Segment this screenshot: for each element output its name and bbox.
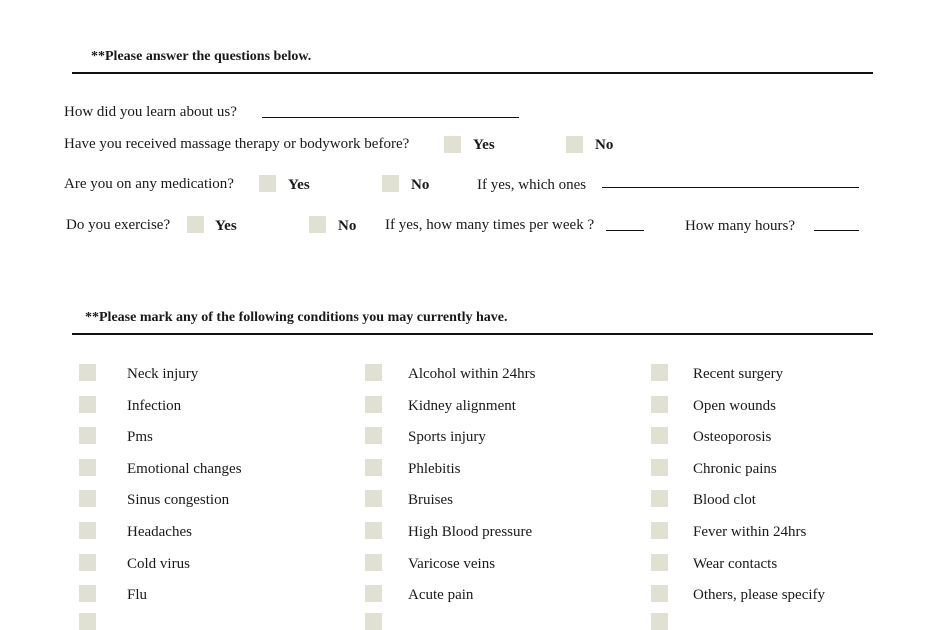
condition-label: Varicose veins	[408, 556, 496, 572]
condition-checkbox[interactable]	[79, 396, 96, 413]
condition-checkbox[interactable]	[79, 522, 96, 539]
condition-checkbox[interactable]	[365, 459, 382, 476]
section1-heading: **Please answer the questions below.	[91, 49, 312, 64]
condition-label: Kidney alignment	[408, 398, 516, 414]
condition-label: Wear contacts	[693, 556, 778, 572]
condition-checkbox[interactable]	[651, 585, 668, 602]
condition-checkbox-partial[interactable]	[651, 613, 668, 630]
condition-label: Sports injury	[408, 429, 486, 445]
condition-label: Fever within 24hrs	[693, 524, 807, 540]
condition-checkbox[interactable]	[365, 522, 382, 539]
exercise-yes-label: Yes	[215, 218, 237, 234]
medication-yes-checkbox[interactable]	[259, 175, 276, 192]
condition-checkbox[interactable]	[651, 522, 668, 539]
medication-yes-label: Yes	[288, 177, 310, 193]
condition-checkbox[interactable]	[651, 364, 668, 381]
massage-question: Have you received massage therapy or bodywork before?	[64, 136, 410, 152]
condition-label: Phlebitis	[408, 461, 461, 477]
medication-which-field[interactable]	[602, 187, 859, 188]
section1-divider	[72, 72, 873, 74]
condition-label: Pms	[127, 429, 153, 445]
condition-label: Acute pain	[408, 587, 474, 603]
condition-checkbox-partial[interactable]	[79, 613, 96, 630]
condition-checkbox[interactable]	[365, 427, 382, 444]
exercise-hours-label: How many hours?	[685, 218, 795, 234]
condition-checkbox[interactable]	[79, 459, 96, 476]
condition-label: High Blood pressure	[408, 524, 533, 540]
condition-label: Emotional changes	[127, 461, 242, 477]
exercise-no-checkbox[interactable]	[309, 216, 326, 233]
condition-checkbox[interactable]	[79, 585, 96, 602]
condition-checkbox[interactable]	[79, 427, 96, 444]
condition-checkbox[interactable]	[365, 585, 382, 602]
condition-checkbox[interactable]	[365, 554, 382, 571]
massage-yes-checkbox[interactable]	[444, 136, 461, 153]
condition-label: Chronic pains	[693, 461, 777, 477]
condition-label: Neck injury	[127, 366, 199, 382]
condition-label: Osteoporosis	[693, 429, 772, 445]
condition-label: Alcohol within 24hrs	[408, 366, 536, 382]
condition-checkbox[interactable]	[365, 364, 382, 381]
condition-label: Cold virus	[127, 556, 190, 572]
condition-label: Infection	[127, 398, 182, 414]
massage-yes-label: Yes	[473, 137, 495, 153]
condition-label: Blood clot	[693, 492, 756, 508]
condition-label: Others, please specify	[693, 587, 826, 603]
condition-checkbox[interactable]	[79, 364, 96, 381]
condition-checkbox[interactable]	[651, 396, 668, 413]
section2-heading: **Please mark any of the following conditions you may currently have.	[85, 310, 508, 325]
medication-no-checkbox[interactable]	[382, 175, 399, 192]
condition-checkbox[interactable]	[79, 554, 96, 571]
medication-question: Are you on any medication?	[64, 176, 234, 192]
condition-label: Flu	[127, 587, 148, 603]
massage-no-label: No	[595, 137, 614, 153]
condition-checkbox[interactable]	[651, 490, 668, 507]
condition-label: Recent surgery	[693, 366, 784, 382]
condition-checkbox-partial[interactable]	[365, 613, 382, 630]
massage-no-checkbox[interactable]	[566, 136, 583, 153]
condition-label: Sinus congestion	[127, 492, 230, 508]
learn-question: How did you learn about us?	[64, 104, 237, 120]
condition-label: Bruises	[408, 492, 453, 508]
condition-checkbox[interactable]	[365, 490, 382, 507]
condition-checkbox[interactable]	[651, 427, 668, 444]
medication-no-label: No	[411, 177, 430, 193]
condition-label: Headaches	[127, 524, 192, 540]
exercise-times-field[interactable]	[606, 230, 644, 231]
exercise-times-label: If yes, how many times per week ?	[385, 217, 595, 233]
exercise-no-label: No	[338, 218, 357, 234]
section2-divider	[72, 333, 873, 335]
exercise-hours-field[interactable]	[814, 230, 859, 231]
exercise-yes-checkbox[interactable]	[187, 216, 204, 233]
medication-which-label: If yes, which ones	[477, 177, 587, 193]
learn-answer-field[interactable]	[262, 117, 519, 118]
condition-checkbox[interactable]	[79, 490, 96, 507]
condition-checkbox[interactable]	[651, 459, 668, 476]
condition-label: Open wounds	[693, 398, 776, 414]
condition-checkbox[interactable]	[651, 554, 668, 571]
exercise-question: Do you exercise?	[66, 217, 171, 233]
condition-checkbox[interactable]	[365, 396, 382, 413]
